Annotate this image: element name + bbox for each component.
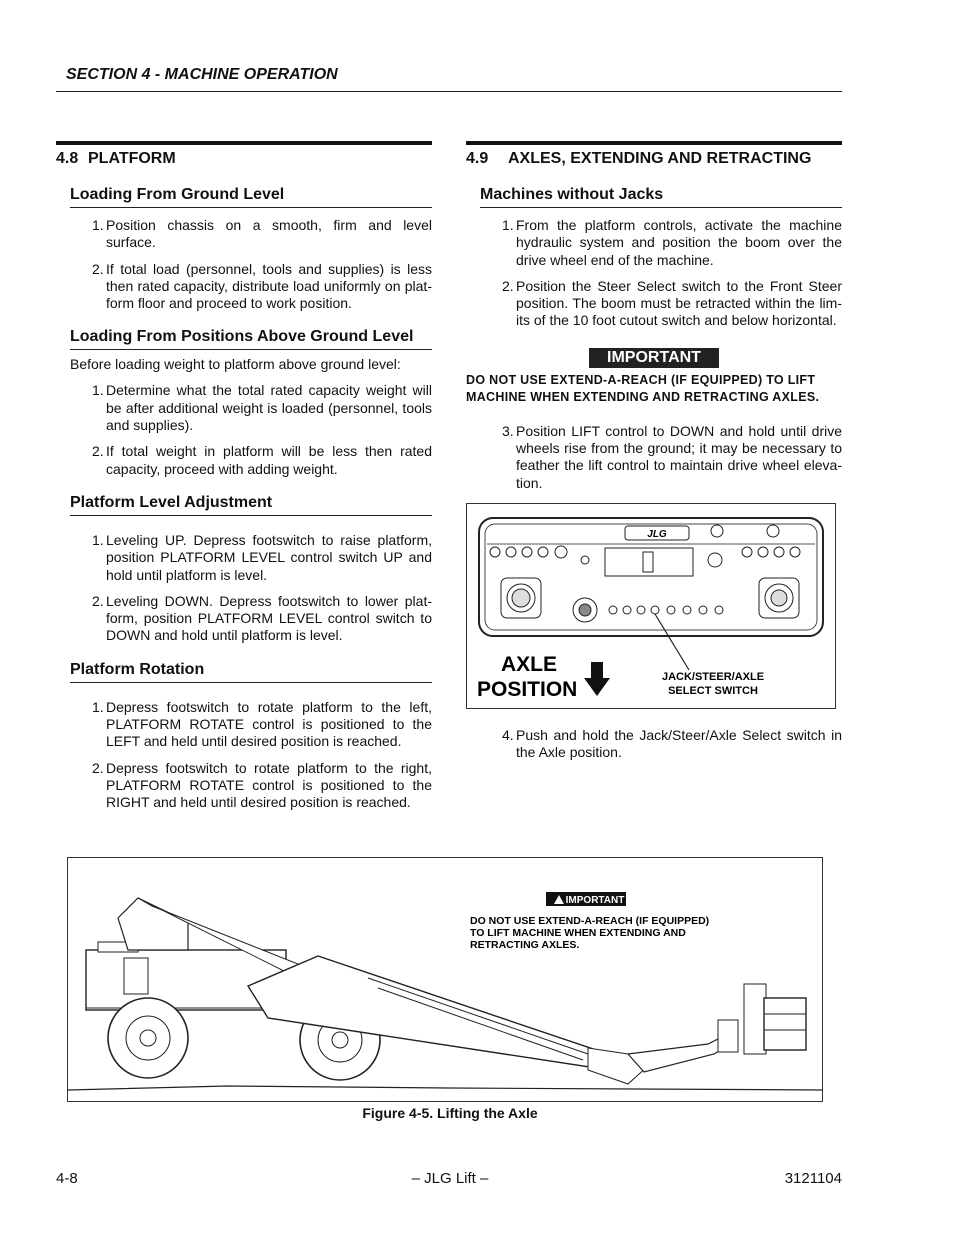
left-column <box>56 141 432 812</box>
control-panel-figure <box>466 503 836 709</box>
section-title: AXLES, EXTENDING AND RETRACTING <box>508 150 812 167</box>
list-item: 2. If total weight in platform will be less then rated capacity, proceed with adding weight. <box>92 443 432 477</box>
lifting-axle-figure <box>67 857 823 1102</box>
footer-center: – JLG Lift – <box>411 1170 489 1187</box>
section-number: 4.8 <box>56 150 79 167</box>
list-item: 1. Position chassis on a smooth, firm and level surface. <box>92 217 432 251</box>
section-rule <box>466 141 842 145</box>
callout-line1: JACK/STEER/AXLE <box>661 670 765 683</box>
header-rule <box>56 91 842 92</box>
list-item: 2. Position the Steer Select switch to the Front Steer position. The boom must be retracted within the lim-its of the 10 foot cutout switch and below horizontal. <box>502 277 842 329</box>
list-rotation <box>56 699 432 812</box>
list-axles-b <box>466 423 842 492</box>
list-item: 2. Leveling DOWN. Depress footswitch to lower plat-form, position PLATFORM LEVEL control switch to DOWN and hold until platform is level. <box>92 592 432 644</box>
page-number: 4-8 <box>56 1170 78 1187</box>
machine-illustration <box>68 858 822 1101</box>
intro-text: Before loading weight to platform above ground level: <box>70 356 401 373</box>
list-item: 1. Determine what the total rated capacity weight will be after additional weight is loaded (personnel, tools and supplies). <box>92 382 432 434</box>
right-column <box>466 141 842 762</box>
figure-warning-line3: RETRACTING AXLES. <box>470 939 580 951</box>
subheading-loading-above: Loading From Positions Above Ground Level <box>70 328 432 350</box>
subheading-loading-ground: Loading From Ground Level <box>70 186 432 208</box>
jlg-logo-text: JLG <box>647 528 667 540</box>
list-item: 1. From the platform controls, activate the machine hydraulic system and position the boom over the drive wheel end of the machine. <box>502 217 842 268</box>
figure-important-label: IMPORTANT <box>565 895 625 906</box>
section-rule <box>56 141 432 145</box>
important-badge: IMPORTANT <box>589 348 719 368</box>
document-number: 3121104 <box>784 1170 842 1187</box>
list-item: 4. Push and hold the Jack/Steer/Axle Select switch in the Axle position. <box>502 726 842 761</box>
list-item: 1. Depress footswitch to rotate platform to the left, PLATFORM ROTATE control is positioned to the LEFT and held until desired position is reached. <box>92 698 432 750</box>
list-item: 1. Leveling UP. Depress footswitch to raise platform, position PLATFORM LEVEL control switch UP and hold until platform is level. <box>92 531 432 583</box>
control-panel-illustration <box>467 504 835 708</box>
section-heading-axles <box>466 150 842 168</box>
section-header: SECTION 4 - MACHINE OPERATION <box>66 66 338 83</box>
subheading-rotation: Platform Rotation <box>70 661 432 683</box>
warning-text: DO NOT USE EXTEND-A-REACH (IF EQUIPPED) TO LIFT MACHINE WHEN EXTENDING AND RETRACTING AXLES. <box>466 372 820 404</box>
list-axles-c <box>466 727 842 762</box>
list-item: 2. If total load (personnel, tools and supplies) is less then rated capacity, distribute load uniformly on plat-form floor and proceed to work position. <box>92 260 432 312</box>
list-loading-above <box>56 382 432 477</box>
subheading-no-jacks: Machines without Jacks <box>480 186 842 208</box>
section-number: 4.9 <box>466 150 489 167</box>
callout-line2: SELECT SWITCH <box>668 684 758 697</box>
axle-label-line1: AXLE <box>501 652 558 676</box>
list-item: 2. Depress footswitch to rotate platform to the right, PLATFORM ROTATE control is positioned to the RIGHT and held until desired position is reached. <box>92 759 432 811</box>
figure-warning-line1: DO NOT USE EXTEND-A-REACH (IF EQUIPPED) <box>470 915 710 927</box>
figure-warning-line2: TO LIFT MACHINE WHEN EXTENDING AND <box>470 927 686 939</box>
axle-label-line2: POSITION <box>477 677 578 701</box>
arrow-down-icon <box>584 662 610 696</box>
list-axles-a <box>466 217 842 330</box>
list-loading-ground <box>56 217 432 312</box>
section-title: PLATFORM <box>88 150 176 167</box>
list-level-adjust <box>56 532 432 645</box>
important-badge-row <box>466 348 842 368</box>
list-item: 3. Position LIFT control to DOWN and hold until drive wheels rise from the ground; it may be necessary to feather the lift control to maintain drive wheel eleva-tion. <box>502 422 842 491</box>
section-heading-platform <box>56 150 432 168</box>
figure-caption: Figure 4-5. Lifting the Axle <box>362 1105 538 1121</box>
subheading-level-adjust: Platform Level Adjustment <box>70 494 432 516</box>
